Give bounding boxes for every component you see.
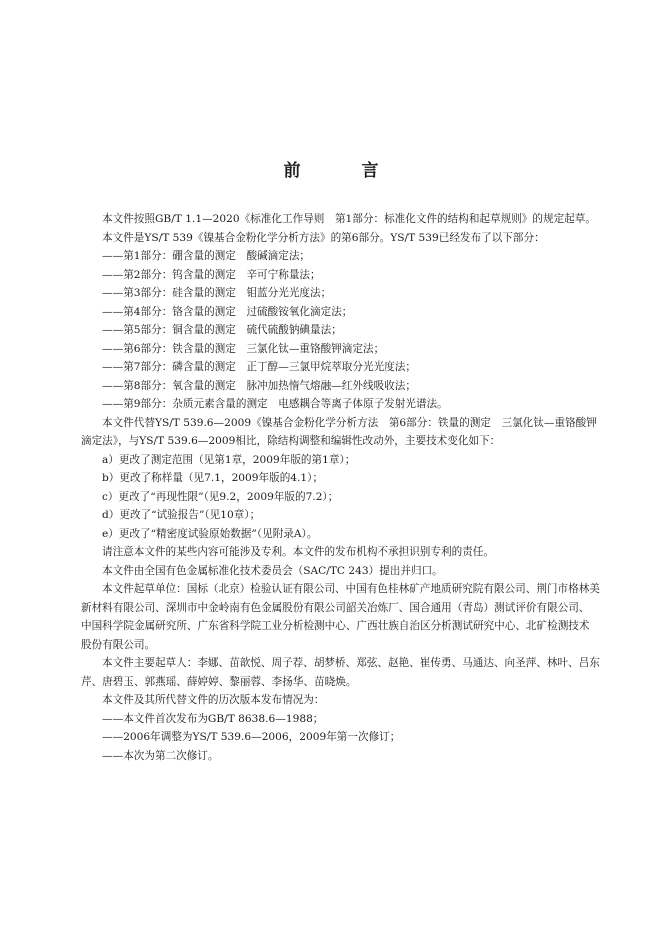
paragraph-drafting-basis: 本文件按照GB/T 1.1—2020《标准化工作导则 第1部分：标准化文件的结构和起草规则》的规定起草。 <box>102 213 596 225</box>
paragraph-committee: 本文件由全国有色金属标准化技术委员会（SAC/TC 243）提出并归口。 <box>102 564 443 577</box>
list-item-part-4: ——第4部分：铬含量的测定 过硫酸铵氧化滴定法； <box>102 305 353 318</box>
list-item-part-5: ——第5部分：铜含量的测定 硫代硫酸钠碘量法； <box>102 324 342 336</box>
paragraph-drafting-units: 本文件起草单位：国标（北京）检验认证有限公司、中国有色桂林矿产地质研究院有限公司、荆门市格林美新材料有限公司、深圳市中金岭南有色金属股份有限公司韶关冶炼厂、国合通用（青岛）测试评价有限公司、中国科学院金属研究所、广东省科学院工业分析检测中心、广西壮族自治区分析测试研究中心、北矿检测技术股份有限公司。 <box>81 583 600 651</box>
list-item-change-d: d）更改了“试验报告”（见10章）； <box>102 509 261 521</box>
list-item-part-2: ——第2部分：钨含量的测定 辛可宁称量法； <box>102 268 321 281</box>
list-item-part-8: ——第8部分：氧含量的测定 脉冲加热惰气熔融—红外线吸收法； <box>102 379 416 392</box>
page-title: 前 言 <box>283 161 401 181</box>
paragraph-patent-notice: 请注意本文件的某些内容可能涉及专利。本文件的发布机构不承担识别专利的责任。 <box>102 546 494 558</box>
list-item-change-a: a）更改了测定范围（见第1章，2009年版的第1章）； <box>102 453 356 466</box>
list-item-part-6: ——第6部分：铁含量的测定 三氯化钛—重铬酸钾滴定法； <box>102 342 385 355</box>
list-item-history-3: ——本次为第二次修订。 <box>102 749 219 762</box>
paragraph-replacement: 本文件代替YS/T 539.6—2009《镍基合金粉化学分析方法 第6部分：铁量的测定 三氯化钛—重铬酸钾滴定法》，与YS/T 539.6—2009相比，除结构调整和编辑性改动外，主要技术变化如下： <box>81 416 597 447</box>
paragraph-series-intro: 本文件是YS/T 539《镍基合金粉化学分析方法》的第6部分。YS/T 539已经发布了以下部分： <box>102 231 545 244</box>
list-item-part-7: ——第7部分：磷含量的测定 正丁醇—三氯甲烷萃取分光光度法； <box>102 361 416 373</box>
foreword-body <box>81 210 600 765</box>
list-item-change-b: b）更改了称样量（见7.1，2009年版的4.1）； <box>102 472 324 484</box>
list-item-change-c: c）更改了“再现性限”（见9.2，2009年版的7.2）； <box>102 490 339 503</box>
list-item-part-1: ——第1部分：硼含量的测定 酸碱滴定法； <box>102 250 311 262</box>
list-item-history-1: ——本文件首次发布为GB/T 8638.6—1988； <box>102 712 324 725</box>
list-item-history-2: ——2006年调整为YS/T 539.6—2006，2009年第一次修订； <box>102 731 401 743</box>
list-item-change-e: e）更改了“精密度试验原始数据”（见附录A）。 <box>102 527 318 540</box>
list-item-part-9: ——第9部分：杂质元素含量的测定 电感耦合等离子体原子发射光谱法。 <box>102 398 448 410</box>
list-item-part-3: ——第3部分：硅含量的测定 钼蓝分光光度法； <box>102 287 332 299</box>
paragraph-drafters: 本文件主要起草人：李娜、苗歆悦、周子荐、胡梦桥、郑弦、赵艳、崔传勇、马通达、向圣萍、林叶、吕东芹、唐碧玉、郭燕瑶、薛婷婷、黎丽蓉、李扬华、苗晓焕。 <box>81 657 600 688</box>
paragraph-history-intro: 本文件及其所代替文件的历次版本发布情况为： <box>102 694 325 706</box>
